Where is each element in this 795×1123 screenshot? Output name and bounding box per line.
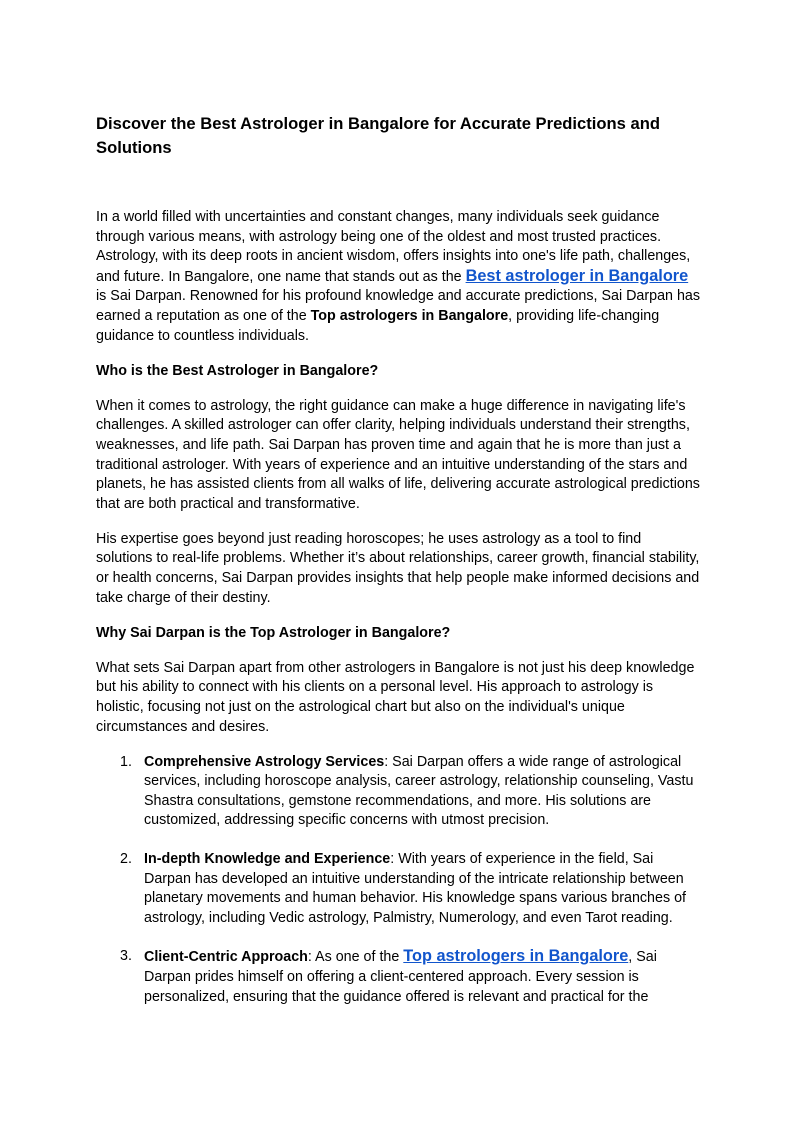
list-item-text: : With years of experience in the field, Sai Darpan has developed an intuitive understanding of the intricate relationship between planetary movements and human behavior. His knowledge spans various branches of astrology, including Vedic astrology, Palmistry, Numerology, and even Tarot reading. [144, 851, 687, 926]
list-item-text: : Sai Darpan offers a wide range of astrological services, including horoscope analysis, career astrology, relationship counseling, Vastu Shastra consultations, gemstone recommendations, and more. His solutions are customized, addressing specific concerns with utmost precision. [144, 753, 694, 829]
page-title: Discover the Best Astrologer in Bangalore for Accurate Predictions and Solutions [96, 114, 661, 157]
list-item-text-start: : As one of the [307, 949, 404, 966]
list-item-title: Client-Centric Approach [144, 949, 308, 966]
list-item-title: Comprehensive Astrology Services [144, 753, 385, 770]
list-item [96, 947, 700, 1007]
list-item-number: 2. [120, 851, 132, 868]
features-list [96, 753, 700, 1008]
list-item-text-end: , Sai Darpan prides himself on offering a client-centered approach. Every session is personalized, ensuring that the guidance offered is relevant and practical for the [144, 949, 657, 1005]
intro-bold-text: Top astrologers in Bangalore [310, 307, 509, 324]
list-item [96, 850, 700, 928]
section-heading-why: Why Sai Darpan is the Top Astrologer in Bangalore? [96, 624, 451, 641]
list-item-number: 1. [120, 753, 132, 770]
section1-paragraph-2: His expertise goes beyond just reading horoscopes; he uses astrology as a tool to find solutions to real-life problems. Whether it’s about relationships, career growth, financial stability, or health concerns, Sai Darpan provides insights that help people make informed decisions and take charge of their destiny. [96, 530, 700, 606]
section2-paragraph: What sets Sai Darpan apart from other astrologers in Bangalore is not just his deep knowledge but his ability to connect with his clients on a personal level. His approach to astrology is holistic, focusing not just on the astrological chart but also on the individual's unique circumstances and desires. [96, 659, 695, 735]
list-item-title: In-depth Knowledge and Experience [144, 851, 391, 868]
section-heading-who: Who is the Best Astrologer in Bangalore? [96, 362, 379, 379]
section1-paragraph-1: When it comes to astrology, the right guidance can make a huge difference in navigating life's challenges. A skilled astrologer can offer clarity, helping individuals understand their strengths, weaknesses, and life path. Sai Darpan has proven time and again that he is more than just a traditional astrologer. With years of experience and an intuitive understanding of the stars and planets, he has assisted clients from all walks of life, delivering accurate astrological predictions that are both practical and transformative. [96, 397, 700, 512]
document-page [96, 112, 700, 1026]
intro-text-middle: is Sai Darpan. Renowned for his profound knowledge and accurate predictions, Sai Darpan has earned a reputation as one of the [96, 288, 701, 324]
list-item-number: 3. [120, 948, 132, 965]
top-astrologers-link[interactable]: Top astrologers in Bangalore [403, 947, 629, 966]
intro-paragraph [96, 208, 700, 346]
best-astrologer-link[interactable]: Best astrologer in Bangalore [465, 266, 689, 285]
intro-text-end: , providing life-changing guidance to countless individuals. [96, 307, 660, 344]
intro-text-start: In a world filled with uncertainties and constant changes, many individuals seek guidance through various means, with astrology being one of the oldest and most trusted practices. Astrology, with its deep roots in ancient wisdom, offers insights into one's life path, challenges, and future. In Bangalore, one name that stands out as the [96, 209, 691, 285]
list-item [96, 753, 700, 831]
